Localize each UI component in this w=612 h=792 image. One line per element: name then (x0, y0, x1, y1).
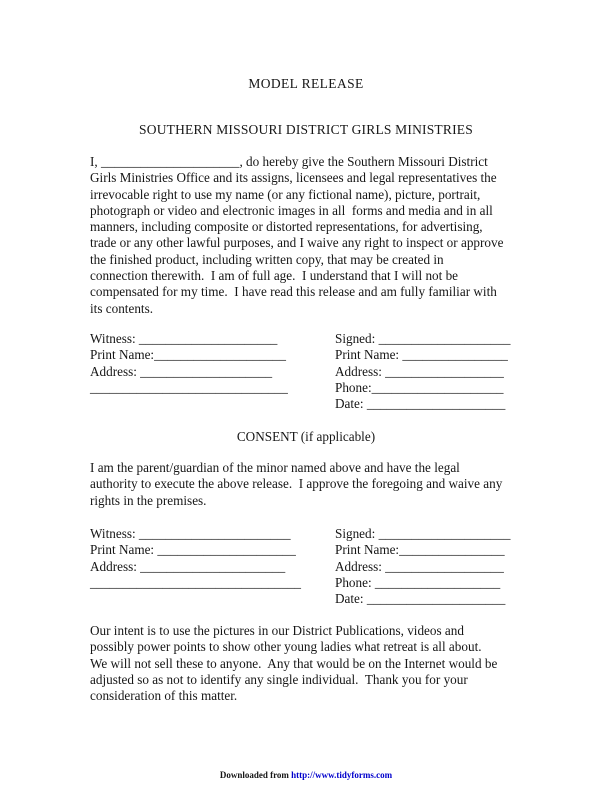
print-name-field-line: Print Name: ________________ (335, 347, 508, 363)
signature-block-2-witness-column (90, 526, 301, 591)
paragraph-line: trade or any other lawful purposes, and I waive any right to inspect or approve (90, 235, 504, 251)
print-name-field-line: Print Name: _____________________ (90, 542, 296, 558)
address-field-line: Address: ______________________ (90, 558, 286, 574)
signature-block-1-signed-column (335, 331, 510, 412)
paragraph-line: manners, including composite or distorted representations, for advertising, (90, 219, 483, 235)
consent-paragraph (90, 460, 502, 509)
paragraph-line: Girls Ministries Office and its assigns, licensees and legal representatives the (90, 170, 497, 186)
paragraph-line: possibly power points to show other young ladies what retreat is all about. (90, 639, 482, 655)
signed-field-line: Signed: ____________________ (335, 331, 511, 346)
address-field-line: Address: __________________ (335, 558, 504, 574)
phone-field-line: Phone: ___________________ (335, 574, 501, 590)
paragraph-line: irrevocable right to use my name (or any fictional name), picture, portrait, (90, 186, 481, 202)
address-field-line: Address: __________________ (335, 363, 504, 379)
print-name-field-line: Print Name:____________________ (90, 347, 286, 363)
paragraph-line: photograph or video and electronic images in all forms and media and in all (90, 202, 493, 218)
paragraph-line: I, _____________________, do hereby give the Southern Missouri District (90, 154, 488, 169)
paragraph-line: rights in the premises. (90, 492, 207, 508)
paragraph-line: connection therewith. I am of full age. I understand that I will not be (90, 268, 459, 284)
signature-block-1-witness-column (90, 331, 288, 396)
address-continued-field-line: ________________________________ (90, 574, 301, 590)
paragraph-line: compensated for my time. I have read this release and am fully familiar with (90, 284, 497, 300)
paragraph-line: consideration of this matter. (90, 688, 238, 704)
paragraph-line: authority to execute the above release. I approve the foregoing and waive any (90, 476, 503, 492)
address-continued-field-line: ______________________________ (90, 379, 288, 395)
paragraph-line: the finished product, including written copy, that may be created in (90, 251, 444, 267)
release-paragraph (90, 154, 503, 317)
address-field-line: Address: ____________________ (90, 363, 273, 379)
footer-credit-text: Downloaded from (219, 770, 292, 780)
witness-field-line: Witness: _______________________ (90, 526, 291, 541)
page-title: MODEL RELEASE (248, 76, 364, 91)
paragraph-line: adjusted so as not to identify any single individual. Thank you for your (90, 671, 468, 687)
paragraph-line: its contents. (90, 300, 154, 316)
intent-paragraph (90, 623, 497, 704)
footer-credit (0, 770, 612, 780)
document-subtitle: SOUTHERN MISSOURI DISTRICT GIRLS MINISTRIES (139, 122, 473, 137)
signed-field-line: Signed: ____________________ (335, 526, 511, 541)
signature-block-2-signed-column (335, 526, 510, 607)
phone-field-line: Phone:____________________ (335, 379, 504, 395)
witness-field-line: Witness: _____________________ (90, 331, 278, 346)
footer-source-link[interactable]: http://www.tidyforms.com (291, 770, 393, 780)
print-name-field-line: Print Name:________________ (335, 542, 505, 558)
paragraph-line: Our intent is to use the pictures in our District Publications, videos and (90, 623, 464, 638)
consent-section-heading: CONSENT (if applicable) (236, 429, 376, 444)
paragraph-line: We will not sell these to anyone. Any that would be on the Internet would be (90, 655, 498, 671)
paragraph-line: I am the parent/guardian of the minor named above and have the legal (90, 460, 460, 475)
date-field-line: Date: _____________________ (335, 591, 506, 607)
date-field-line: Date: _____________________ (335, 396, 506, 412)
